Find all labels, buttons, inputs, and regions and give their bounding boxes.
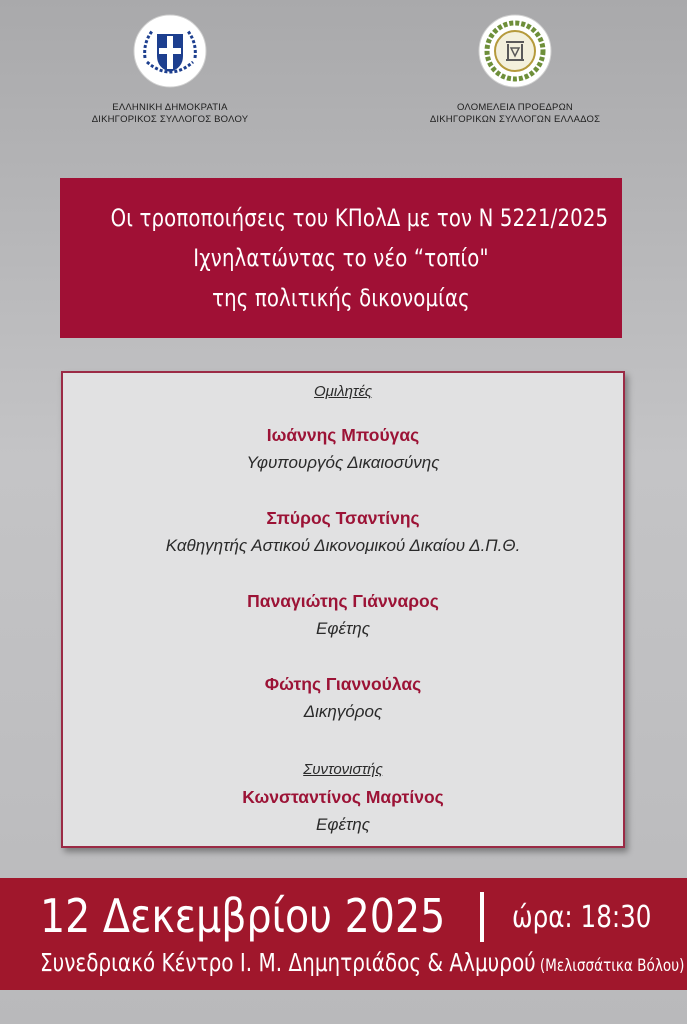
venue-name: Συνεδριακό Κέντρο Ι. Μ. Δημητριάδος & Αλμυρού: [40, 948, 536, 977]
speaker-role: Υφυπουργός Δικαιοσύνης: [246, 453, 440, 472]
left-logo-line1: ΕΛΛΗΝΙΚΗ ΔΗΜΟΚΡΑΤΙΑ: [112, 102, 228, 113]
left-logo-block: [70, 14, 270, 126]
speaker-name: Φώτης Γιαννούλας: [264, 674, 422, 694]
speaker-role: Καθηγητής Αστικού Δικονομικού Δικαίου Δ.Π.Θ.: [165, 536, 521, 555]
event-details-band: [0, 878, 687, 990]
left-logo-line2: ΔΙΚΗΓΟΡΙΚΟΣ ΣΥΛΛΟΓΟΣ ΒΟΛΟΥ: [91, 114, 249, 125]
right-logo-block: [405, 14, 625, 126]
moderator-name: Κωνσταντίνος Μαρτίνος: [242, 787, 444, 807]
right-logo-line2: ΔΙΚΗΓΟΡΙΚΩΝ ΣΥΛΛΟΓΩΝ ΕΛΛΑΔΟΣ: [429, 114, 601, 125]
event-venue: [40, 948, 684, 977]
event-date: 12 Δεκεμβρίου 2025: [40, 889, 446, 943]
title-line-3: της πολιτικής δικονομίας: [212, 284, 470, 312]
venue-note: (Μελισσάτικα Βόλου): [539, 956, 685, 976]
event-time: ώρα: 18:30: [512, 900, 652, 935]
moderator-role: Εφέτης: [316, 815, 370, 834]
speaker-name: Σπύρος Τσαντίνης: [266, 508, 420, 528]
title-line-2: Ιχνηλατώντας το νέο “τοπίο": [193, 244, 489, 272]
right-logo-line1: ΟΛΟΜΕΛΕΙΑ ΠΡΟΕΔΡΩΝ: [457, 102, 573, 113]
date-time-separator: [480, 892, 484, 942]
speaker-name: Ιωάννης Μπούγας: [266, 425, 420, 445]
moderator-label: Συντονιστής: [303, 761, 383, 778]
event-title-banner: [60, 178, 622, 338]
speakers-label: Ομιλητές: [313, 383, 373, 400]
greek-coat-of-arms-icon: [133, 14, 207, 88]
speaker-role: Εφέτης: [316, 619, 370, 638]
bar-associations-plenary-logo-icon: [478, 14, 552, 88]
speakers-panel: [61, 371, 625, 848]
title-line-1: Οι τροποποιήσεις του ΚΠολΔ με τον Ν 5221/2025: [110, 204, 609, 232]
speaker-name: Παναγιώτης Γιάνναρος: [247, 591, 439, 611]
speaker-role: Δικηγόρος: [303, 702, 383, 721]
